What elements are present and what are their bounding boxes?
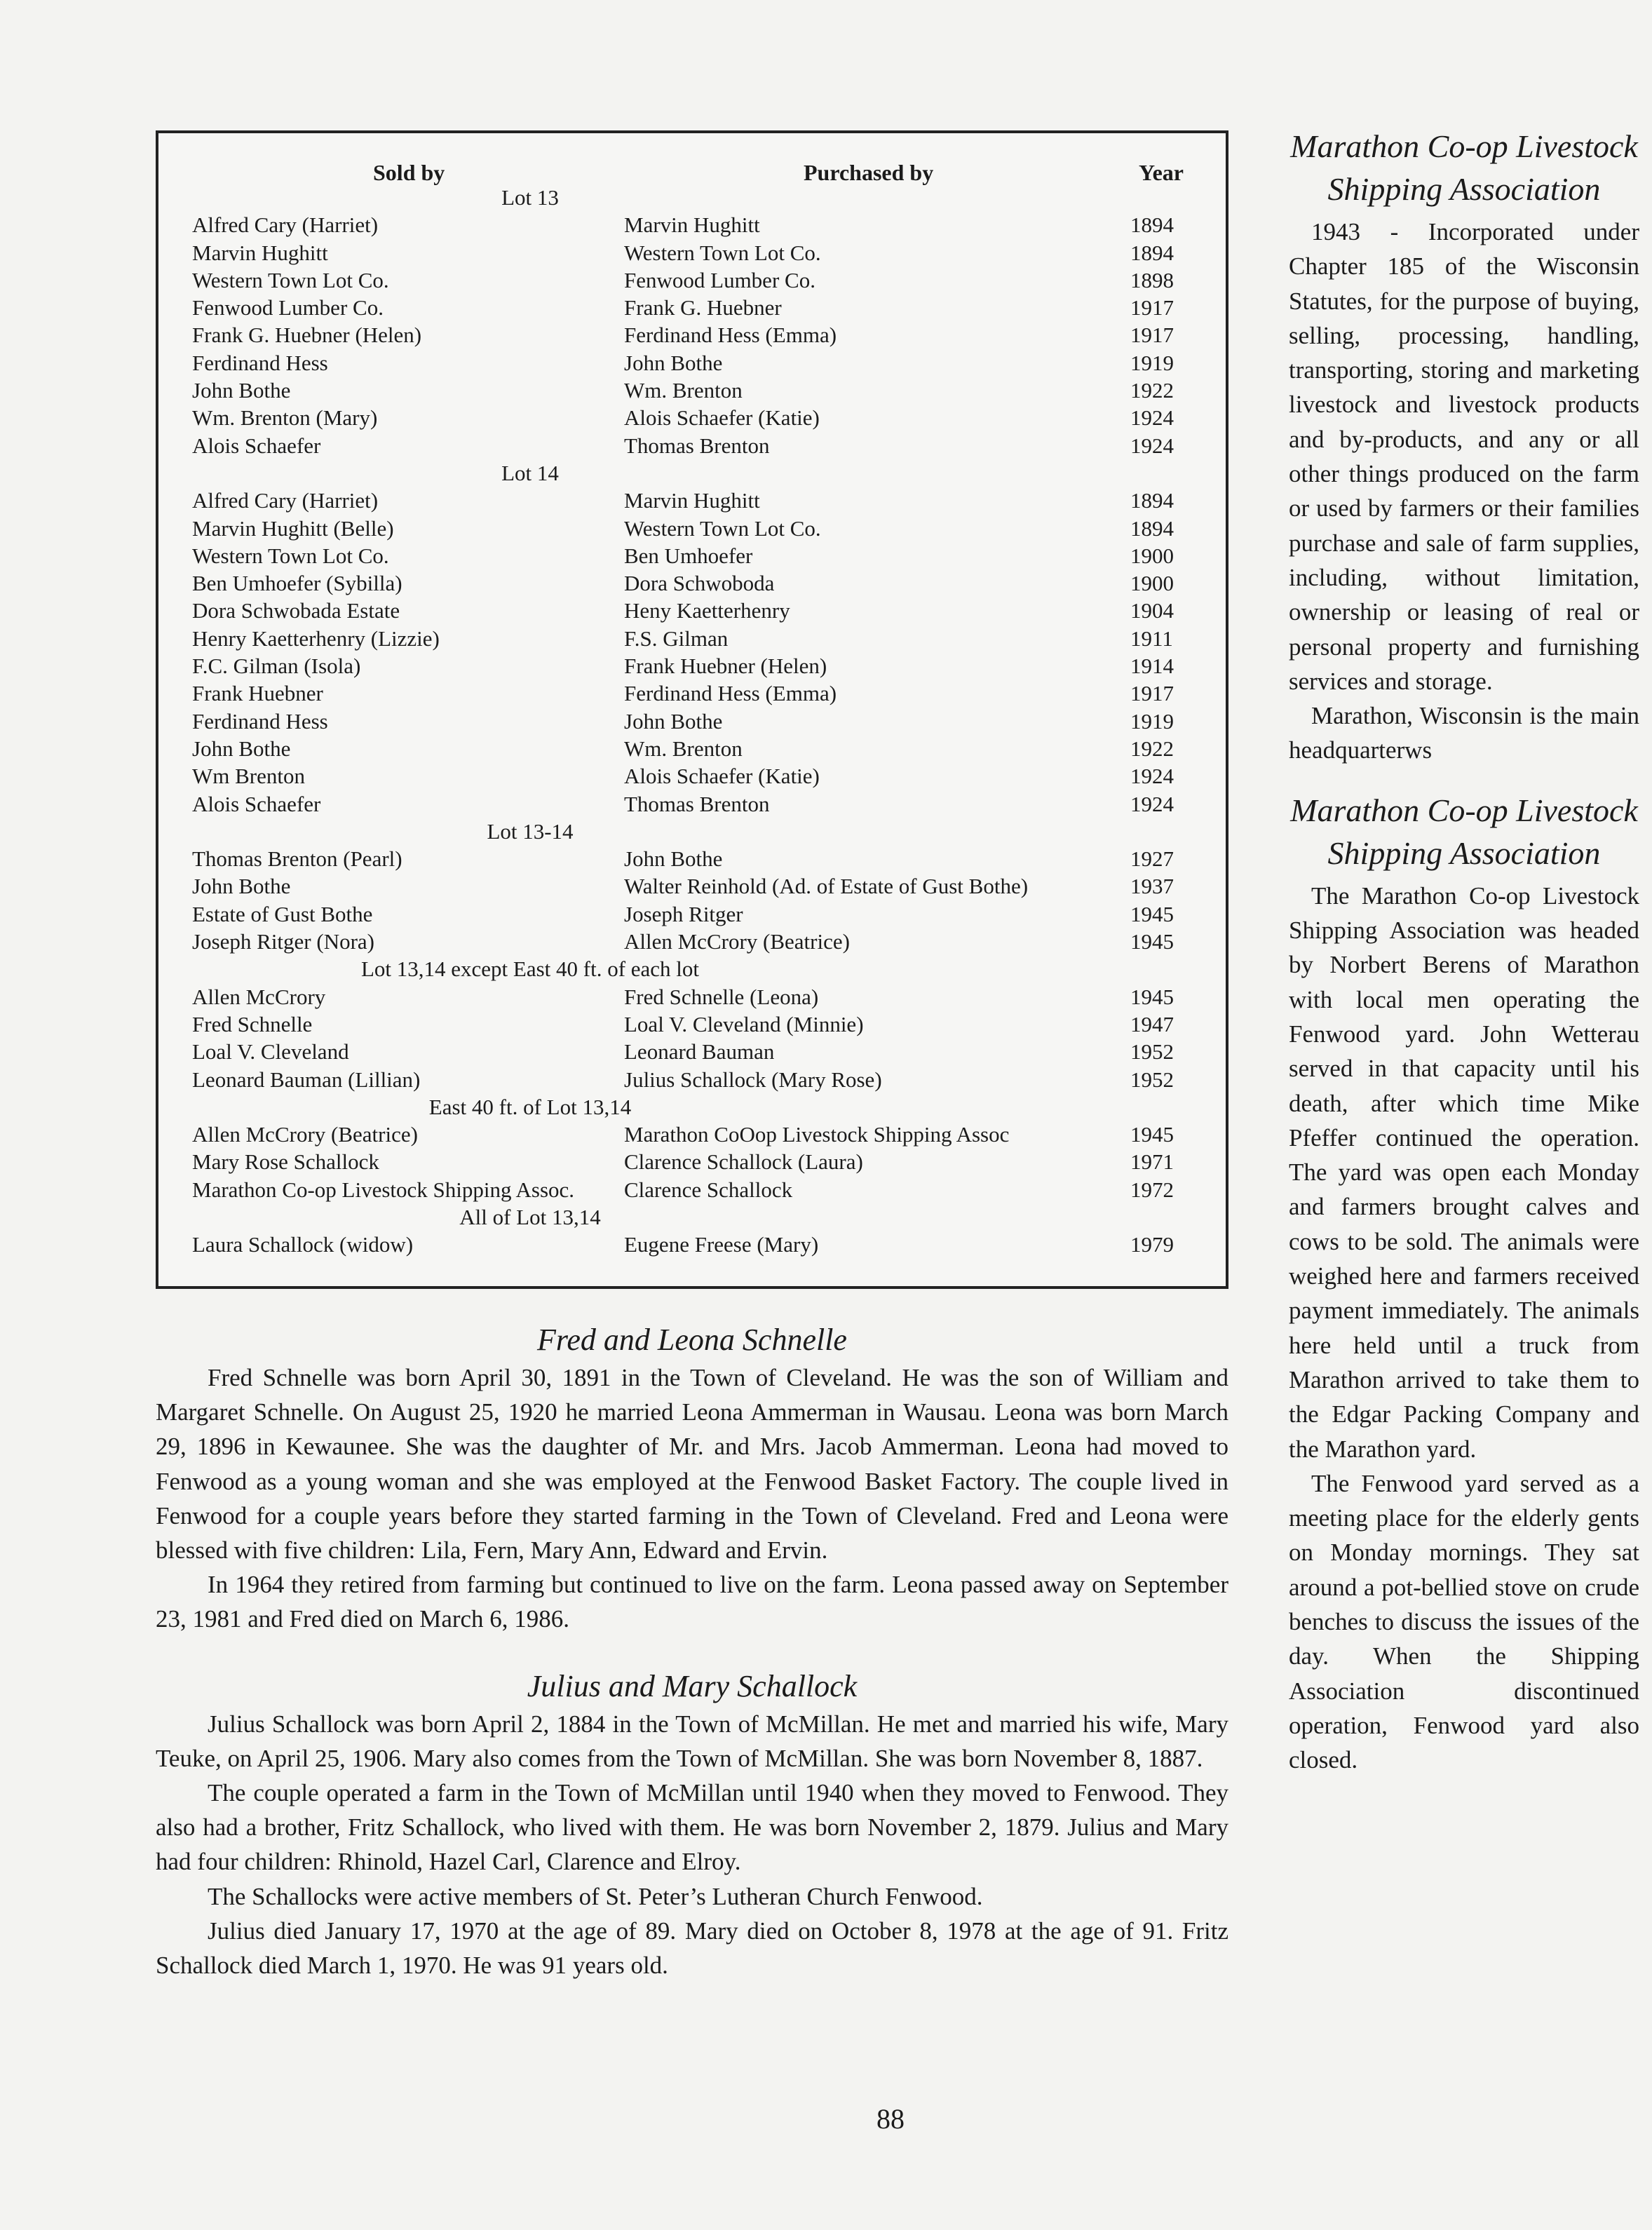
section-label: Lot 13 <box>501 185 559 210</box>
purchased-by-cell: Leonard Bauman <box>624 1039 775 1065</box>
purchased-by-cell: Clarence Schallock (Laura) <box>624 1149 863 1175</box>
section-label: East 40 ft. of Lot 13,14 <box>428 1094 632 1119</box>
table-row <box>158 487 1226 514</box>
sold-by-cell: Fenwood Lumber Co. <box>192 295 384 320</box>
section-label: Lot 14 <box>501 460 559 485</box>
sold-by-cell: Marvin Hughitt (Belle) <box>192 515 394 541</box>
stories-column <box>156 1320 1228 1982</box>
table-section-row <box>158 1203 1226 1231</box>
purchased-by-cell: Marathon CoOop Livestock Shipping Assoc <box>624 1122 1010 1147</box>
table-row <box>158 404 1226 431</box>
table-section-row <box>158 459 1226 487</box>
table-row <box>158 377 1226 404</box>
purchased-by-cell: Wm. Brenton <box>624 378 743 403</box>
table-row <box>158 515 1226 542</box>
sold-by-cell: Alois Schaefer <box>192 791 321 816</box>
table-row <box>158 762 1226 790</box>
purchased-by-cell: Ferdinand Hess (Emma) <box>624 681 837 706</box>
year-cell: 1922 <box>1130 378 1174 403</box>
sidebar-paragraph: 1943 - Incorporated under Chapter 185 of the Wisconsin Statutes, for the purpose of buying, selling, processing, handling, transporting, storing and marketing livestock and livestock products and by-products, and any or all other things produced on the farm or used by farmers or their families purchase and sale of farm supplies, including, without limitation, ownership or leasing of real or personal property and furnishing services and storage. <box>1289 218 1639 695</box>
purchased-by-cell: Ferdinand Hess (Emma) <box>624 323 837 348</box>
table-row <box>158 294 1226 321</box>
year-cell: 1971 <box>1130 1149 1174 1175</box>
sidebar-paragraph: The Marathon Co-op Livestock Shipping Association was headed by Norbert Berens of Marathon with local men operating the Fenwood yard. John Wetterau served in that capacity until his death, after which time Mike Pfeffer continued the operation. The yard was open each Monday and farmers brought calves and cows to be sold. The animals were weighed here and farmers received payment immediately. The animals here held until a truck from Marathon arrived to take them to the Edgar Packing Company and the Marathon yard. <box>1289 881 1639 1463</box>
sold-by-cell: Wm Brenton <box>192 764 305 789</box>
table-row <box>158 1176 1226 1203</box>
year-cell: 1945 <box>1130 1122 1174 1147</box>
sidebar-title-1: Marathon Co-op Livestock Shipping Association <box>1290 128 1638 207</box>
table-row <box>158 872 1226 900</box>
year-cell: 1917 <box>1130 295 1174 320</box>
purchased-by-cell: Allen McCrory (Beatrice) <box>624 929 850 954</box>
table-row <box>158 321 1226 349</box>
sold-by-cell: Loal V. Cleveland <box>192 1039 349 1065</box>
header-year: Year <box>1139 160 1184 185</box>
purchased-by-cell: John Bothe <box>624 708 723 734</box>
year-cell: 1927 <box>1130 846 1174 872</box>
sold-by-cell: Alfred Cary (Harriet) <box>192 212 379 238</box>
table-section-row <box>158 1093 1226 1121</box>
table-section-row <box>158 955 1226 982</box>
sold-by-cell: Joseph Ritger (Nora) <box>192 929 374 954</box>
year-cell: 1911 <box>1130 626 1173 651</box>
sold-by-cell: Henry Kaetterhenry (Lizzie) <box>192 626 440 651</box>
table-row <box>158 680 1226 707</box>
table-row <box>158 1038 1226 1065</box>
sold-by-cell: Fred Schnelle <box>192 1011 313 1036</box>
year-cell: 1952 <box>1130 1067 1174 1092</box>
year-cell: 1919 <box>1130 708 1174 734</box>
purchased-by-cell: Thomas Brenton <box>624 791 770 816</box>
table-row <box>158 211 1226 238</box>
story-paragraph: In 1964 they retired from farming but continued to live on the farm. Leona passed away on September 23, 1981 and Fred died on March 6, 1986. <box>156 1571 1228 1633</box>
year-cell: 1917 <box>1130 681 1174 706</box>
story-paragraph: The couple operated a farm in the Town of McMillan until 1940 when they moved to Fenwood. They also had a brother, Fritz Schallock, who lived with them. He was born November 2, 1879. Julius and Mary had four children: Rhinold, Hazel Carl, Clarence and Elroy. <box>156 1779 1228 1876</box>
purchased-by-cell: Clarence Schallock <box>624 1177 793 1202</box>
table-row <box>158 708 1226 735</box>
table-row <box>158 1011 1226 1038</box>
section-label: Lot 13-14 <box>487 818 574 844</box>
purchased-by-cell: Walter Reinhold (Ad. of Estate of Gust Bothe) <box>624 874 1029 899</box>
purchased-by-cell: Marvin Hughitt <box>624 212 760 238</box>
story-paragraph: Fred Schnelle was born April 30, 1891 in the Town of Cleveland. He was the son of William and Margaret Schnelle. On August 25, 1920 he married Leona Ammerman in Wausau. Leona was born March 29, 1896 in Kewaunee. She was the daughter of Mr. and Mrs. Jacob Ammerman. Leona had moved to Fenwood as a young woman and she was employed at the Fenwood Basket Factory. The couple lived in Fenwood for a couple years before they started farming in the Town of Cleveland. Fred and Leona were blessed with five children: Lila, Fern, Mary Ann, Edward and Ervin. <box>156 1364 1228 1565</box>
year-cell: 1894 <box>1130 488 1174 513</box>
year-cell: 1894 <box>1130 212 1174 238</box>
table-row <box>158 928 1226 955</box>
year-cell: 1900 <box>1130 543 1174 568</box>
year-cell: 1919 <box>1130 350 1174 375</box>
year-cell: 1924 <box>1130 433 1174 458</box>
sold-by-cell: Marathon Co-op Livestock Shipping Assoc. <box>192 1177 575 1202</box>
year-cell: 1914 <box>1130 654 1174 679</box>
year-cell: 1924 <box>1130 791 1174 816</box>
table-row <box>158 266 1226 294</box>
sold-by-cell: Frank G. Huebner (Helen) <box>192 323 422 348</box>
table-row <box>158 432 1226 459</box>
sold-by-cell: Dora Schwobada Estate <box>192 598 400 623</box>
sold-by-cell: Western Town Lot Co. <box>192 543 389 568</box>
purchased-by-cell: Fred Schnelle (Leona) <box>624 984 819 1009</box>
table-row <box>158 349 1226 377</box>
purchased-by-cell: John Bothe <box>624 846 723 872</box>
table-row <box>158 542 1226 569</box>
sold-by-cell: Alois Schaefer <box>192 433 321 458</box>
table-row <box>158 790 1226 818</box>
year-cell: 1917 <box>1130 323 1174 348</box>
sold-by-cell: John Bothe <box>192 736 291 761</box>
year-cell: 1945 <box>1130 901 1174 926</box>
story-paragraph: Julius died January 17, 1970 at the age of 89. Mary died on October 8, 1978 at the age of 91. Fritz Schallock died March 1, 1970. He was 91 years old. <box>156 1917 1228 1980</box>
sidebar-title-2: Marathon Co-op Livestock Shipping Association <box>1290 792 1638 871</box>
purchased-by-cell: Ben Umhoefer <box>624 543 753 568</box>
sold-by-cell: F.C. Gilman (Isola) <box>192 654 361 679</box>
story-title: Fred and Leona Schnelle <box>537 1323 847 1357</box>
table-section-row <box>158 818 1226 845</box>
sold-by-cell: Ben Umhoefer (Sybilla) <box>192 571 402 596</box>
year-cell: 1894 <box>1130 240 1174 265</box>
purchased-by-cell: Alois Schaefer (Katie) <box>624 405 820 431</box>
purchased-by-cell: Alois Schaefer (Katie) <box>624 764 820 789</box>
story-title: Julius and Mary Schallock <box>527 1668 858 1703</box>
purchased-by-cell: Julius Schallock (Mary Rose) <box>624 1067 882 1092</box>
sold-by-cell: Leonard Bauman (Lillian) <box>192 1067 421 1092</box>
sold-by-cell: Alfred Cary (Harriet) <box>192 488 379 513</box>
year-cell: 1924 <box>1130 405 1174 431</box>
table-row <box>158 735 1226 762</box>
purchased-by-cell: Wm. Brenton <box>624 736 743 761</box>
purchased-by-cell: John Bothe <box>624 350 723 375</box>
sold-by-cell: Estate of Gust Bothe <box>192 901 373 926</box>
sold-by-cell: Mary Rose Schallock <box>192 1149 379 1175</box>
purchased-by-cell: Thomas Brenton <box>624 433 770 458</box>
sidebar-paragraph: Marathon, Wisconsin is the main headquarterws <box>1289 702 1639 764</box>
sidebar-column <box>1289 125 1639 1777</box>
sold-by-cell: Thomas Brenton (Pearl) <box>192 846 402 872</box>
table-body <box>158 184 1226 1259</box>
purchased-by-cell: Marvin Hughitt <box>624 488 760 513</box>
header-purchased-by: Purchased by <box>804 160 934 185</box>
year-cell: 1947 <box>1130 1011 1174 1036</box>
year-cell: 1937 <box>1130 874 1174 899</box>
year-cell: 1979 <box>1130 1232 1174 1257</box>
sold-by-cell: Western Town Lot Co. <box>192 267 389 292</box>
purchased-by-cell: Loal V. Cleveland (Minnie) <box>624 1011 864 1036</box>
purchased-by-cell: Western Town Lot Co. <box>624 240 821 265</box>
table-row <box>158 900 1226 928</box>
table-row <box>158 1148 1226 1175</box>
purchased-by-cell: Frank Huebner (Helen) <box>624 654 827 679</box>
year-cell: 1945 <box>1130 984 1174 1009</box>
year-cell: 1952 <box>1130 1039 1174 1065</box>
sold-by-cell: Laura Schallock (widow) <box>192 1232 414 1257</box>
purchased-by-cell: Joseph Ritger <box>624 901 743 926</box>
page-number: 88 <box>876 2103 905 2135</box>
year-cell: 1972 <box>1130 1177 1174 1202</box>
story-paragraph: Julius Schallock was born April 2, 1884 in the Town of McMillan. He met and married his wife, Mary Teuke, on April 25, 1906. Mary also comes from the Town of McMillan. She was born November 8, 1887. <box>156 1710 1228 1772</box>
sold-by-cell: Allen McCrory <box>192 984 326 1009</box>
purchased-by-cell: F.S. Gilman <box>624 626 729 651</box>
table-row <box>158 1121 1226 1148</box>
purchased-by-cell: Frank G. Huebner <box>624 295 782 320</box>
sold-by-cell: John Bothe <box>192 378 291 403</box>
purchased-by-cell: Western Town Lot Co. <box>624 515 821 541</box>
table-row <box>158 239 1226 266</box>
sidebar-paragraph: The Fenwood yard served as a meeting place for the elderly gents on Monday mornings. They sat around a pot-bellied stove on crude benches to discuss the issues of the day. When the Shipping Association discontinued operation, Fenwood yard also closed. <box>1289 1469 1639 1774</box>
year-cell: 1898 <box>1130 267 1174 292</box>
sold-by-cell: John Bothe <box>192 874 291 899</box>
lot-sales-table <box>156 130 1228 1289</box>
table-row <box>158 597 1226 624</box>
sold-by-cell: Marvin Hughitt <box>192 240 328 265</box>
year-cell: 1922 <box>1130 736 1174 761</box>
purchased-by-cell: Dora Schwoboda <box>624 571 775 596</box>
sold-by-cell: Ferdinand Hess <box>192 708 328 734</box>
header-sold-by: Sold by <box>373 160 445 185</box>
purchased-by-cell: Heny Kaetterhenry <box>624 598 790 623</box>
sold-by-cell: Allen McCrory (Beatrice) <box>192 1122 418 1147</box>
year-cell: 1924 <box>1130 764 1174 789</box>
year-cell: 1894 <box>1130 515 1174 541</box>
year-cell: 1900 <box>1130 571 1174 596</box>
purchased-by-cell: Fenwood Lumber Co. <box>624 267 815 292</box>
table-row <box>158 1066 1226 1093</box>
table-row <box>158 983 1226 1011</box>
section-label: Lot 13,14 except East 40 ft. of each lot <box>360 957 700 982</box>
table-section-row <box>158 184 1226 211</box>
section-label: All of Lot 13,14 <box>459 1204 601 1229</box>
purchased-by-cell: Eugene Freese (Mary) <box>624 1232 819 1257</box>
sold-by-cell: Ferdinand Hess <box>192 350 328 375</box>
year-cell: 1904 <box>1130 598 1174 623</box>
story-paragraph: The Schallocks were active members of St. Peter’s Lutheran Church Fenwood. <box>208 1882 983 1910</box>
year-cell: 1945 <box>1130 929 1174 954</box>
sold-by-cell: Frank Huebner <box>192 681 323 706</box>
table-row <box>158 625 1226 652</box>
table-row <box>158 1231 1226 1258</box>
table-row <box>158 845 1226 872</box>
table-row <box>158 652 1226 680</box>
table-row <box>158 569 1226 597</box>
sold-by-cell: Wm. Brenton (Mary) <box>192 405 378 431</box>
